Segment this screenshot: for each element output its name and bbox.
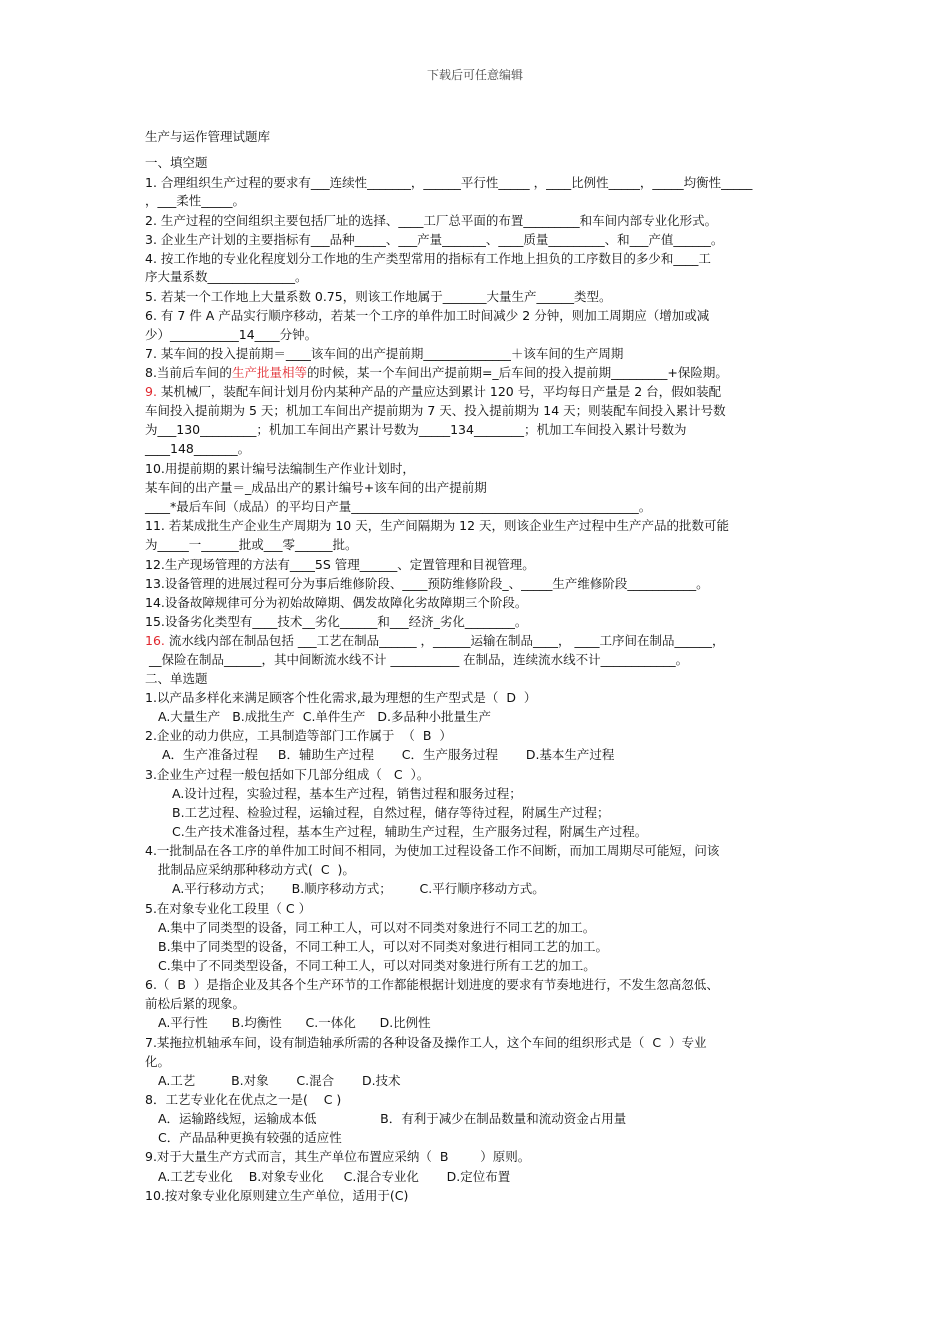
text-line: ，___柔性_____。 [145, 193, 246, 208]
text-line: 6.（ B ）是指企业及其各个生产环节的工作都能根据计划进度的要求有节奏地进行，不发生忽高忽低、 [145, 977, 719, 992]
text-line: 批制品应采纳那种移动方式( C )。 [158, 862, 355, 877]
text-line: 序大量系数______________。 [145, 269, 308, 284]
text-line: 1. 合理组织生产过程的要求有___连续性_______，______平行性_____ ，____比例性_____，_____均衡性_____ [145, 175, 753, 190]
text-line: 8.当前后车间的生产批量相等的时候，某一个车间出产提前期=_后车间的投入提前期_________+保险期。 [145, 365, 728, 380]
text-line: 前松后紧的现象。 [145, 996, 246, 1011]
text-line: 5.在对象专业化工段里（ C ） [145, 901, 312, 916]
highlight-text: 16. [145, 633, 165, 648]
text-line: 10.用提前期的累计编号法编制生产作业计划时， [145, 461, 415, 476]
text-line: 16. 流水线内部在制品包括 ___工艺在制品______ ，______运输在制品____， ____工序间在制品______， [145, 633, 725, 648]
text-line: 4. 按工作地的专业化程度划分工作地的生产类型常用的指标有工作地上担负的工序数目的多少和____工 [145, 251, 711, 266]
text-line: A.集中了同类型的设备，同工种工人，可以对不同类对象进行不同工艺的加工。 [158, 920, 596, 935]
text-line: 化。 [145, 1054, 171, 1069]
text-line: 5. 若某一个工作地上大量系数 0.75，则该工作地属于_______大量生产______类型。 [145, 289, 612, 304]
text-line: B.集中了同类型的设备，不同工种工人，可以对不同类对象进行相同工艺的加工。 [158, 939, 609, 954]
text-line: A.大量生产 B.成批生产 C.单件生产 D.多品种小批量生产 [158, 709, 491, 724]
text-line: A.平行移动方式； B.顺序移动方式； C.平行顺序移动方式。 [172, 881, 545, 896]
text-line: A．运输路线短，运输成本低 B．有利于减少在制品数量和流动资金占用量 [158, 1111, 627, 1126]
highlight-text: 生产批量相等 [231, 365, 307, 380]
text-line: A.工艺 B.对象 C.混合 D.技术 [158, 1073, 401, 1088]
text-line: 9.对于大量生产方式而言，其生产单位布置应采纳（ B ）原则。 [145, 1149, 531, 1164]
text-line: 车间投入提前期为 5 天；机加工车间出产提前期为 7 天、投入提前期为 14 天；则装配车间投入累计号数 [145, 403, 726, 418]
text-line: ____148_______。 [145, 441, 251, 456]
text-line: 6. 有 7 件 A 产品实行顺序移动，若某一个工序的单件加工时间减少 2 分钟，则加工周期应（增加或减 [145, 308, 710, 323]
text-line: A．生产准备过程 B．辅助生产过程 C．生产服务过程 D.基本生产过程 [158, 747, 615, 762]
text-line: 3. 企业生产计划的主要指标有___品种_____、___产量_______、____质量_________、和___产值______。 [145, 232, 724, 247]
highlight-text: 9. [145, 384, 157, 399]
text-line: 为_____一______批或___零______批。 [145, 537, 358, 552]
text-line: 8．工艺专业化在优点之一是( C ) [145, 1092, 342, 1107]
text-line: 一、填空题 [145, 155, 208, 170]
text-line: 12.生产现场管理的方法有____5S 管理______、定置管理和目视管理。 [145, 557, 535, 572]
text-line: C．产品品种更换有较强的适应性 [158, 1130, 342, 1145]
text-line: 2. 生产过程的空间组织主要包括厂址的选择、____工厂总平面的布置_________和车间内部专业化形式。 [145, 213, 718, 228]
text-line: 2.企业的动力供应，工具制造等部门工作属于 （ B ） [145, 728, 452, 743]
text-line: A.平行性 B.均衡性 C.一体化 D.比例性 [158, 1015, 431, 1030]
text-line: 1.以产品多样化来满足顾客个性化需求,最为理想的生产型式是（ D ） [145, 690, 537, 705]
text-line: 14.设备故障规律可分为初始故障期、偶发故障化劣故障期三个阶段。 [145, 595, 528, 610]
text-line: C.生产技术准备过程，基本生产过程，辅助生产过程，生产服务过程，附属生产过程。 [172, 824, 648, 839]
text-line: 9. 某机械厂，装配车间计划月份内某种产品的产量应达到累计 120 号，平均每日产量是 2 台，假如装配 [145, 384, 722, 399]
text-line: B.工艺过程、检验过程，运输过程，自然过程，储存等待过程，附属生产过程； [172, 805, 610, 820]
text-line: 13.设备管理的进展过程可分为事后维修阶段、____预防维修阶段_、_____生产维修阶段___________。 [145, 576, 709, 591]
text-line: 4.一批制品在各工序的单件加工时间不相同，为使加工过程设备工作不间断，而加工周期尽可能短，问该 [145, 843, 720, 858]
text-line: 7. 某车间的投入提前期＝____该车间的出产提前期______________＋该车间的生产周期 [145, 346, 624, 361]
text-line: 11. 若某成批生产企业生产周期为 10 天，生产间隔期为 12 天，则该企业生产过程中生产产品的批数可能 [145, 518, 730, 533]
text-line: 为___130_________；机加工车间出产累计号数为_____134________；机加工车间投入累计号数为 [145, 422, 687, 437]
text-line: __保险在制品______，其中间断流水线不计 ___________ 在制品，连续流水线不计____________。 [145, 652, 689, 667]
text-line: 10.按对象专业化原则建立生产单位，适用于(C) [145, 1188, 409, 1203]
text-line: 某车间的出产量＝_成品出产的累计编号+该车间的出产提前期 [145, 480, 487, 495]
text-line: 生产与运作管理试题库 [145, 129, 271, 144]
text-line: C.集中了不同类型设备，不同工种工人，可以对同类对象进行所有工艺的加工。 [158, 958, 596, 973]
text-line: 15.设备劣化类型有____技术__劣化______和___经济_劣化________。 [145, 614, 528, 629]
page-header: 下载后可任意编辑 [426, 68, 523, 82]
text-line: ____*最后车间（成品）的平均日产量______________________________________________。 [145, 499, 652, 514]
text-line: 少）___________14____分钟。 [145, 327, 318, 342]
text-line: 3.企业生产过程一般包括如下几部分组成（ C ）。 [145, 767, 430, 782]
text-line: A.设计过程，实验过程，基本生产过程，销售过程和服务过程； [172, 786, 522, 801]
text-line: 7.某拖拉机轴承车间，设有制造轴承所需的各种设备及操作工人，这个车间的组织形式是（ C ）专业 [145, 1035, 707, 1050]
text-line: 二、单选题 [145, 671, 208, 686]
text-line: A.工艺专业化 B.对象专业化 C.混合专业化 D.定位布置 [158, 1169, 511, 1184]
